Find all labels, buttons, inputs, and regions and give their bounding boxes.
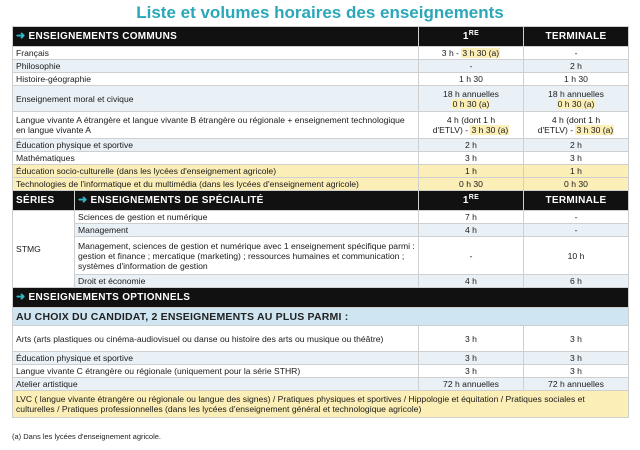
row-premiere: 3 h	[419, 365, 524, 378]
arrow-right-icon: ➜	[78, 194, 88, 206]
table-row	[13, 224, 629, 237]
row-label: Philosophie	[13, 60, 419, 73]
table-row	[13, 86, 629, 112]
row-terminale: 18 h annuelles 0 h 30 (a)	[524, 86, 629, 112]
row-premiere: 7 h	[419, 211, 524, 224]
row-premiere: 72 h annuelles	[419, 378, 524, 391]
optionnels-subheader: AU CHOIX DU CANDIDAT, 2 ENSEIGNEMENTS AU PLUS PARMI :	[13, 308, 629, 326]
footnote: (a) Dans les lycées d'enseignement agricole.	[12, 432, 162, 441]
row-terminale: 1 h 30	[524, 73, 629, 86]
page-title: Liste et volumes horaires des enseignements	[136, 3, 504, 22]
row-label: Management	[75, 224, 419, 237]
table-row	[13, 326, 629, 352]
row-label: Technologies de l'informatique et du multimédia (dans les lycées d'enseignement agricole)	[13, 178, 419, 191]
row-premiere: 3 h	[419, 326, 524, 352]
row-label: Management, sciences de gestion et numérique avec 1 enseignement spécifique parmi : gestion et finance ; mercatique (marketing) ; ressources humaines et communication ; systèmes d'information de gestion	[75, 237, 419, 275]
row-label: Éducation socio-culturelle (dans les lycées d'enseignement agricole)	[13, 165, 419, 178]
row-label: Langue vivante A étrangère et langue vivante B étrangère ou régionale + enseignement technologique en langue vivante A	[13, 112, 419, 139]
specialite-header: ➜ ENSEIGNEMENTS DE SPÉCIALITÉ	[75, 191, 419, 211]
table-row	[13, 352, 629, 365]
row-label: Droit et économie	[75, 275, 419, 288]
row-label: Atelier artistique	[13, 378, 419, 391]
table-row	[13, 139, 629, 152]
table-row	[13, 365, 629, 378]
row-premiere: 2 h	[419, 139, 524, 152]
enseignements-table	[12, 26, 629, 418]
row-label: Sciences de gestion et numérique	[75, 211, 419, 224]
row-label: Enseignement moral et civique	[13, 86, 419, 112]
row-terminale: 2 h	[524, 139, 629, 152]
table-row	[13, 178, 629, 191]
table-row	[13, 378, 629, 391]
table-row	[13, 165, 629, 178]
row-premiere: 4 h	[419, 275, 524, 288]
table-row	[13, 73, 629, 86]
table-row	[13, 152, 629, 165]
col-premiere-header: 1RE	[419, 27, 524, 47]
series-header: SÉRIES	[13, 191, 75, 211]
table-row	[13, 237, 629, 275]
row-premiere: 3 h - 3 h 30 (a)	[419, 47, 524, 60]
table-row	[13, 47, 629, 60]
arrow-right-icon: ➜	[16, 30, 26, 42]
optionnels-note-row	[13, 391, 629, 418]
row-terminale: -	[524, 211, 629, 224]
serie-label: STMG	[13, 211, 75, 288]
table-row	[13, 112, 629, 139]
row-terminale: -	[524, 47, 629, 60]
row-premiere: 1 h	[419, 165, 524, 178]
row-premiere: 4 h (dont 1 h d'ETLV) - 3 h 30 (a)	[419, 112, 524, 139]
row-terminale: 3 h	[524, 152, 629, 165]
row-premiere: 0 h 30	[419, 178, 524, 191]
row-terminale: 3 h	[524, 326, 629, 352]
table-row	[13, 60, 629, 73]
row-premiere: 3 h	[419, 352, 524, 365]
row-terminale: 4 h (dont 1 h d'ETLV) - 3 h 30 (a)	[524, 112, 629, 139]
row-terminale: 1 h	[524, 165, 629, 178]
row-premiere: -	[419, 60, 524, 73]
row-label: Éducation physique et sportive	[13, 352, 419, 365]
row-terminale: 0 h 30	[524, 178, 629, 191]
row-terminale: 72 h annuelles	[524, 378, 629, 391]
optionnels-header-row	[13, 288, 629, 308]
col-terminale-header: TERMINALE	[524, 27, 629, 47]
col-premiere-header: 1RE	[419, 191, 524, 211]
row-label: Mathématiques	[13, 152, 419, 165]
row-label: Français	[13, 47, 419, 60]
communs-header: ➜ ENSEIGNEMENTS COMMUNS	[13, 27, 419, 47]
row-terminale: 6 h	[524, 275, 629, 288]
row-premiere: -	[419, 237, 524, 275]
optionnels-note: LVC ( langue vivante étrangère ou régionale ou langue des signes) / Pratiques physiques et sportives / Hippologie et équitation / Pratiques sociales et culturelles / Pratiques professionnelles (dans les lycées d'enseignement général et technologique agricole)	[13, 391, 629, 418]
arrow-right-icon: ➜	[16, 291, 26, 303]
row-label: Éducation physique et sportive	[13, 139, 419, 152]
row-premiere: 18 h annuelles 0 h 30 (a)	[419, 86, 524, 112]
communs-header-row	[13, 27, 629, 47]
row-label: Arts (arts plastiques ou cinéma-audiovisuel ou danse ou histoire des arts ou musique ou théâtre)	[13, 326, 419, 352]
specialite-header-row	[13, 191, 629, 211]
optionnels-header: ➜ ENSEIGNEMENTS OPTIONNELS	[13, 288, 629, 308]
row-premiere: 3 h	[419, 152, 524, 165]
table-row	[13, 211, 629, 224]
row-terminale: 10 h	[524, 237, 629, 275]
row-label: Histoire-géographie	[13, 73, 419, 86]
row-label: Langue vivante C étrangère ou régionale (uniquement pour la série STHR)	[13, 365, 419, 378]
row-terminale: 3 h	[524, 365, 629, 378]
row-premiere: 4 h	[419, 224, 524, 237]
row-terminale: 3 h	[524, 352, 629, 365]
row-terminale: -	[524, 224, 629, 237]
optionnels-subheader-row	[13, 308, 629, 326]
row-terminale: 2 h	[524, 60, 629, 73]
col-terminale-header: TERMINALE	[524, 191, 629, 211]
table-row	[13, 275, 629, 288]
row-premiere: 1 h 30	[419, 73, 524, 86]
